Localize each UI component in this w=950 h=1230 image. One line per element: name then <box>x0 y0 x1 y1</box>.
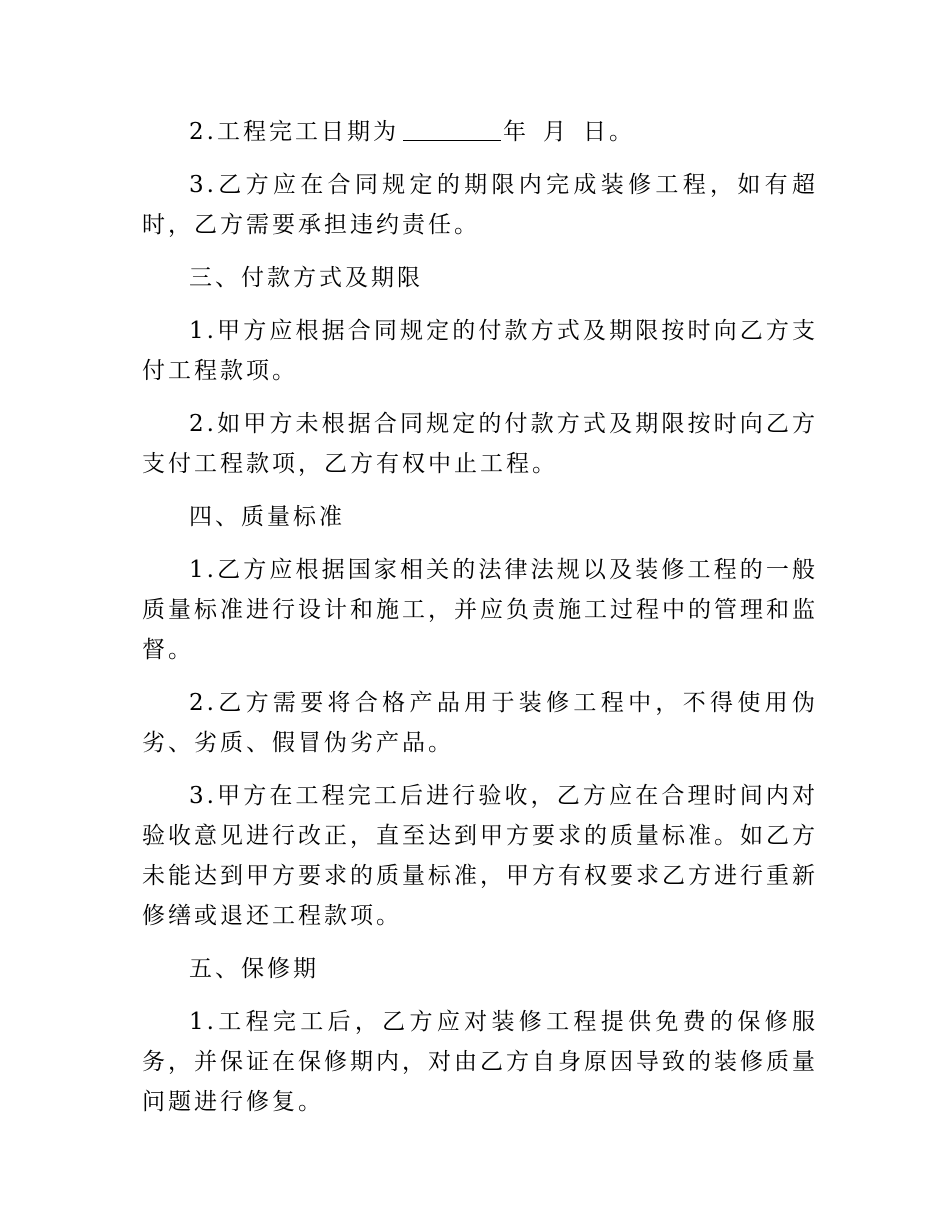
document-body <box>142 112 818 1135</box>
section-heading-payment: 三、付款方式及期限 <box>189 265 423 291</box>
section-heading-quality: 四、质量标准 <box>189 504 345 530</box>
completion-date-blank <box>403 116 501 141</box>
month-label: 月 <box>542 119 569 145</box>
day-label: 日。 <box>582 119 635 145</box>
clause-payment-on-time: 1.甲方应根据合同规定的付款方式及期限按时向乙方支付工程款项。 <box>142 318 818 384</box>
clause-quality-standards: 1.乙方应根据国家相关的法律法规以及装修工程的一般质量标准进行设计和施工，并应负责施工过程中的管理和监督。 <box>142 557 818 663</box>
completion-date-clause <box>142 112 818 152</box>
clause-qualified-products: 2.乙方需要将合格产品用于装修工程中，不得使用伪劣、劣质、假冒伪劣产品。 <box>142 690 818 756</box>
clause-acceptance-inspection: 3.甲方在工程完工后进行验收，乙方应在合理时间内对验收意见进行改正，直至达到甲方要求的质量标准。如乙方未能达到甲方要求的质量标准，甲方有权要求乙方进行重新修缮或退还工程款项。 <box>142 783 818 929</box>
clause-free-warranty: 1.工程完工后，乙方应对装修工程提供免费的保修服务，并保证在保修期内，对由乙方自身原因导致的装修质量问题进行修复。 <box>142 1009 818 1115</box>
year-label: 年 <box>502 119 529 145</box>
clause-deadline-liability: 3.乙方应在合同规定的期限内完成装修工程，如有超时，乙方需要承担违约责任。 <box>142 172 818 238</box>
section-heading-warranty: 五、保修期 <box>189 956 319 982</box>
clause-payment-default: 2.如甲方未根据合同规定的付款方式及期限按时向乙方支付工程款项，乙方有权中止工程。 <box>142 411 818 477</box>
completion-date-label: 2.工程完工日期为 <box>189 119 399 145</box>
